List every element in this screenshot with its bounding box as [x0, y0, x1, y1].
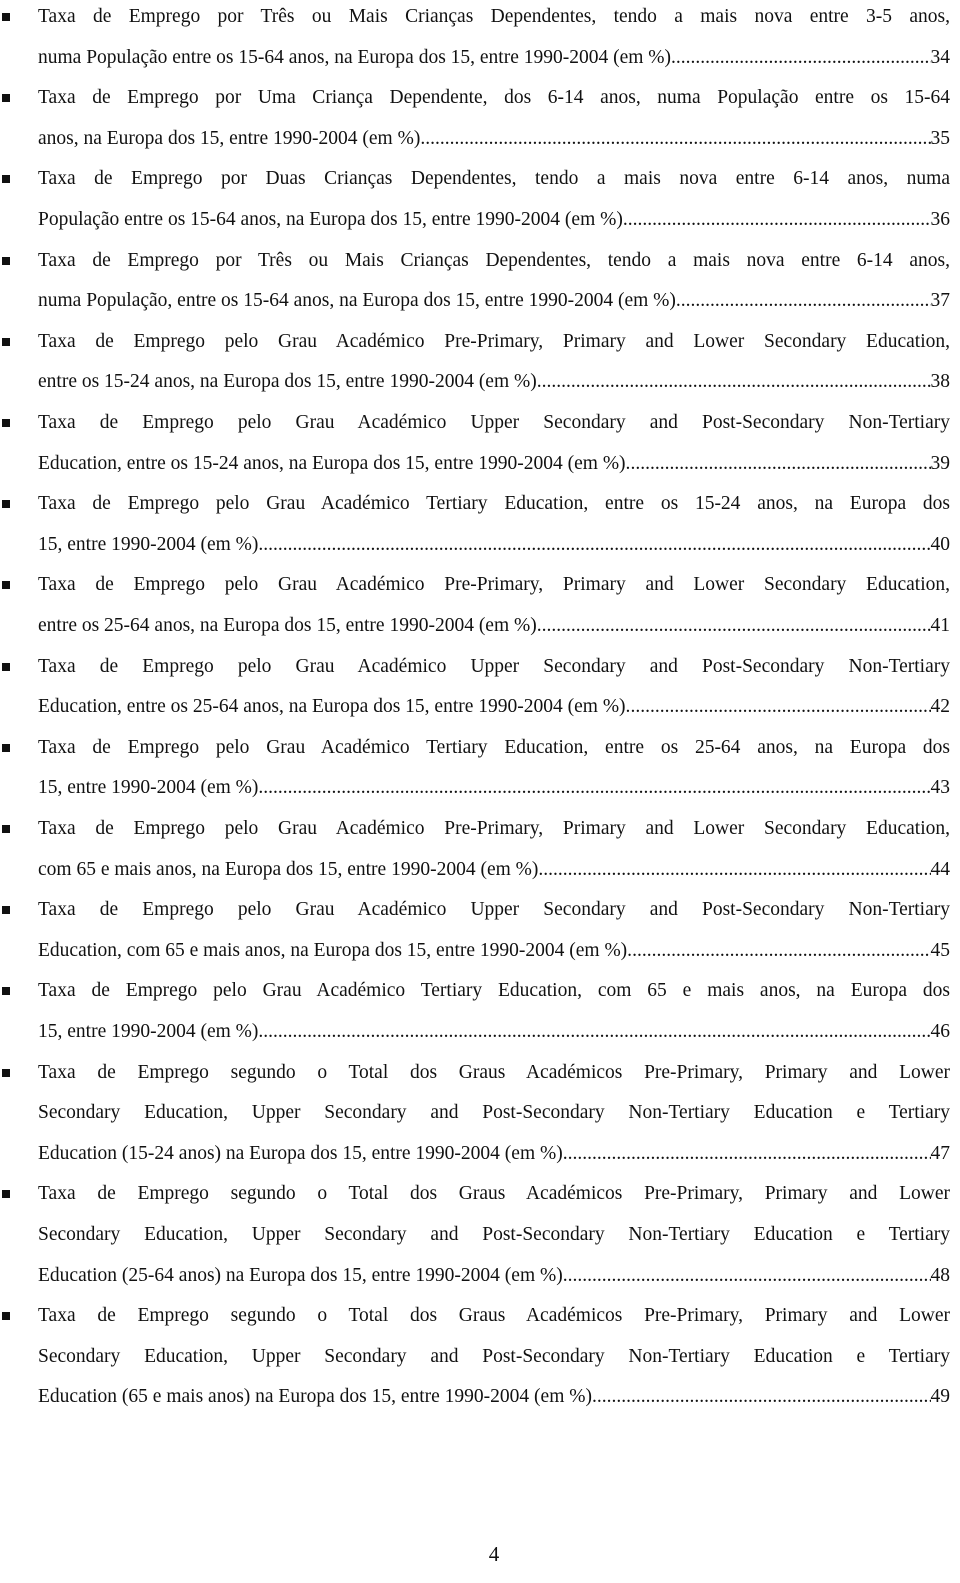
toc-entry-page-number: 47	[930, 1142, 950, 1164]
toc-entry-page-number: 45	[930, 939, 950, 961]
square-bullet-icon	[2, 419, 10, 427]
toc-entry-text-line: População entre os 15-64 anos, na Europa dos 15, entre 1990-2004 (em %).	[38, 208, 628, 230]
toc-entry-page-number: 41	[930, 614, 950, 636]
toc-entry-final-line	[38, 45, 950, 71]
square-bullet-icon	[2, 1190, 10, 1198]
toc-entry-page-number: 35	[930, 127, 950, 149]
toc-entry-text-line: Secondary Education, Upper Secondary and Post-Secondary Non-Tertiary Education e Tertiary	[38, 1223, 950, 1245]
toc-entry-final-line	[38, 1019, 950, 1045]
toc-entry-text-line: Taxa de Emprego segundo o Total dos Graus Académicos Pre-Primary, Primary and Lower	[38, 1183, 950, 1205]
toc-entry-page-number: 37	[930, 290, 950, 312]
toc-entry-text-line: Taxa de Emprego pelo Grau Académico Tertiary Education, com 65 e mais anos, na Europa dos	[38, 980, 950, 1002]
toc-entry-text-line: Education, com 65 e mais anos, na Europa dos 15, entre 1990-2004 (em %).	[38, 939, 633, 961]
toc-entry-final-line	[38, 775, 950, 801]
toc-entry-final-line	[38, 613, 950, 639]
toc-entry-page-number: 39	[930, 452, 950, 474]
dot-leader	[597, 1384, 931, 1410]
toc-entry-final-line	[38, 126, 950, 152]
square-bullet-icon	[2, 1069, 10, 1077]
dot-leader	[681, 288, 931, 314]
square-bullet-icon	[2, 257, 10, 265]
square-bullet-icon	[2, 906, 10, 914]
toc-entry-text-line: Taxa de Emprego pelo Grau Académico Pre-Primary, Primary and Lower Secondary Education,	[38, 330, 950, 352]
toc-entry-text-line: Secondary Education, Upper Secondary and Post-Secondary Non-Tertiary Education e Tertiary	[38, 1345, 950, 1367]
dot-leader	[568, 1263, 931, 1289]
page-number: 4	[488, 1542, 500, 1566]
dot-leader	[542, 613, 931, 639]
dot-leader	[425, 126, 930, 152]
toc-entry-final-line	[38, 207, 950, 233]
square-bullet-icon	[2, 1312, 10, 1320]
toc-entry-final-line	[38, 451, 950, 477]
toc-entry-final-line	[38, 857, 950, 883]
toc-entry-final-line	[38, 694, 950, 720]
toc-entry-text-line: Taxa de Emprego por Três ou Mais Crianças Dependentes, tendo a mais nova entre 3-5 anos,	[38, 6, 950, 27]
toc-entry-text-line: Taxa de Emprego por Duas Crianças Dependentes, tendo a mais nova entre 6-14 anos, numa	[38, 168, 950, 190]
toc-entry-final-line	[38, 938, 950, 964]
toc-entry-page-number: 38	[930, 371, 950, 393]
toc-entry-page-number: 44	[930, 858, 950, 880]
toc-entry-final-line	[38, 369, 950, 395]
toc-entry-text-line: Taxa de Emprego pelo Grau Académico Pre-Primary, Primary and Lower Secondary Education,	[38, 574, 950, 596]
dot-leader	[543, 857, 930, 883]
toc-entry-text-line: numa População, entre os 15-64 anos, na Europa dos 15, entre 1990-2004 (em %).	[38, 290, 681, 312]
toc-entry-text-line: Taxa de Emprego por Três ou Mais Crianças Dependentes, tendo a mais nova entre 6-14 anos,	[38, 249, 950, 271]
toc-entry-text-line: com 65 e mais anos, na Europa dos 15, entre 1990-2004 (em %).	[38, 858, 544, 880]
toc-entry-text-line: Taxa de Emprego pelo Grau Académico Upper Secondary and Post-Secondary Non-Tertiary	[38, 412, 950, 433]
toc-entry-text-line: Education, entre os 15-24 anos, na Europa dos 15, entre 1990-2004 (em %).	[38, 452, 631, 474]
dot-leader	[630, 694, 930, 720]
toc-entry-text-line: Taxa de Emprego pelo Grau Académico Pre-Primary, Primary and Lower Secondary Education,	[38, 818, 950, 839]
toc-entry-text-line: Taxa de Emprego segundo o Total dos Graus Académicos Pre-Primary, Primary and Lower	[38, 1061, 950, 1083]
toc-entry-text-line: Secondary Education, Upper Secondary and Post-Secondary Non-Tertiary Education e Tertiary	[38, 1102, 950, 1124]
toc-entry-final-line	[38, 1141, 950, 1167]
toc-entry-page-number: 43	[930, 777, 950, 799]
toc-entry-text-line: Taxa de Emprego por Uma Criança Dependente, dos 6-14 anos, numa População entre os 15-64	[38, 87, 950, 109]
square-bullet-icon	[2, 987, 10, 995]
toc-entry-text-line: Taxa de Emprego pelo Grau Académico Tertiary Education, entre os 15-24 anos, na Europa dos	[38, 493, 950, 515]
toc-entry-page-number: 46	[930, 1020, 950, 1042]
toc-entry-page-number: 36	[930, 208, 950, 230]
toc-entry-text-line: entre os 25-64 anos, na Europa dos 15, entre 1990-2004 (em %).	[38, 614, 542, 636]
toc-entry-text-line: anos, na Europa dos 15, entre 1990-2004 (em %).	[38, 127, 426, 149]
toc-entry-text-line: entre os 15-24 anos, na Europa dos 15, entre 1990-2004 (em %).	[38, 371, 542, 393]
toc-entry-text-line: Education (25-64 anos) na Europa dos 15, entre 1990-2004 (em %).	[38, 1264, 568, 1286]
dot-leader	[542, 369, 931, 395]
toc-entry-text-line: Education (15-24 anos) na Europa dos 15, entre 1990-2004 (em %).	[38, 1142, 568, 1164]
toc-entry-text-line: Education, entre os 25-64 anos, na Europa dos 15, entre 1990-2004 (em %).	[38, 696, 631, 718]
dot-leader	[263, 775, 930, 801]
toc-entry-page-number: 42	[930, 696, 950, 718]
dot-leader	[568, 1141, 931, 1167]
toc-entry-final-line	[38, 288, 950, 314]
dot-leader	[632, 938, 930, 964]
square-bullet-icon	[2, 500, 10, 508]
dot-leader	[676, 45, 931, 71]
toc-entry-text-line: 15, entre 1990-2004 (em %).	[38, 777, 264, 799]
dot-leader	[630, 451, 930, 477]
toc-entry-page-number: 49	[930, 1386, 950, 1408]
square-bullet-icon	[2, 825, 10, 833]
toc-entry-text-line: 15, entre 1990-2004 (em %).	[38, 1020, 264, 1042]
toc-entry-text-line: Taxa de Emprego pelo Grau Académico Upper Secondary and Post-Secondary Non-Tertiary	[38, 899, 950, 921]
square-bullet-icon	[2, 744, 10, 752]
square-bullet-icon	[2, 13, 10, 21]
square-bullet-icon	[2, 94, 10, 102]
toc-entry-text-line: Taxa de Emprego pelo Grau Académico Upper Secondary and Post-Secondary Non-Tertiary	[38, 655, 950, 677]
square-bullet-icon	[2, 581, 10, 589]
square-bullet-icon	[2, 175, 10, 183]
square-bullet-icon	[2, 338, 10, 346]
toc-entry-final-line	[38, 532, 950, 558]
square-bullet-icon	[2, 663, 10, 671]
toc-entry-text-line: Education (65 e mais anos) na Europa dos 15, entre 1990-2004 (em %).	[38, 1386, 597, 1408]
toc-entry-page-number: 40	[930, 533, 950, 555]
toc-entry-final-line	[38, 1263, 950, 1289]
dot-leader	[263, 1019, 930, 1045]
toc-entry-page-number: 34	[930, 46, 950, 68]
toc-entry-page-number: 48	[930, 1264, 950, 1286]
toc-entry-text-line: Taxa de Emprego pelo Grau Académico Tertiary Education, entre os 25-64 anos, na Europa dos	[38, 736, 950, 758]
toc-entry-text-line: numa População entre os 15-64 anos, na Europa dos 15, entre 1990-2004 (em %).	[38, 46, 676, 68]
toc-entry-text-line: 15, entre 1990-2004 (em %).	[38, 533, 264, 555]
toc-entry-text-line: Taxa de Emprego segundo o Total dos Graus Académicos Pre-Primary, Primary and Lower	[38, 1305, 950, 1327]
toc-entry-final-line	[38, 1384, 950, 1410]
dot-leader	[263, 532, 930, 558]
dot-leader	[628, 207, 931, 233]
